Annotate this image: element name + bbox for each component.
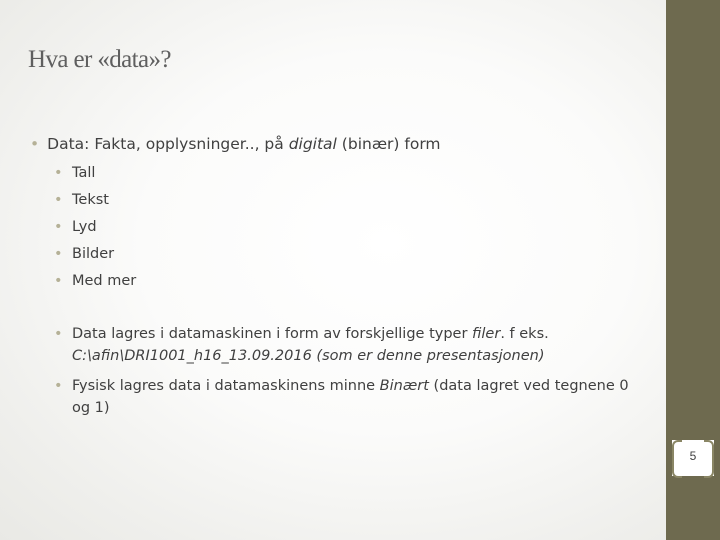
list-item-label: Tekst	[72, 192, 109, 208]
list-item-label: Bilder	[72, 246, 115, 262]
storage-paragraph	[54, 323, 644, 367]
list-item-label: Med mer	[72, 273, 137, 289]
page-number: 5	[689, 449, 697, 463]
binary-paragraph-text	[72, 375, 644, 419]
bullet-icon: •	[30, 135, 40, 153]
bullet-icon: •	[54, 378, 63, 394]
slide-title: Hva er «data»?	[28, 46, 171, 73]
main-bullet-label: Data	[47, 135, 85, 153]
binary-text-after: (data lagret ved tegnene 0 og 1)	[72, 378, 629, 416]
list-item-label: Tall	[72, 165, 96, 181]
binary-emphasis: Binært	[379, 378, 429, 394]
bullet-icon: •	[54, 219, 63, 235]
list-item	[54, 271, 136, 298]
data-types-list	[54, 163, 136, 298]
bullet-icon: •	[54, 273, 63, 289]
storage-text-after: . f eks.	[500, 326, 549, 342]
list-item	[54, 190, 136, 217]
main-bullet-emphasis: digital	[288, 135, 337, 153]
storage-text: Data lagres i datamaskinen i form av forskjellige typer	[72, 326, 473, 342]
bullet-icon: •	[54, 165, 63, 181]
main-bullet	[30, 135, 441, 153]
list-item	[54, 217, 136, 244]
list-item	[54, 244, 136, 271]
file-path: C:\afin\DRI1001_h16_13.09.2016 (som er denne presentasjonen)	[72, 348, 545, 364]
bullet-icon: •	[54, 192, 63, 208]
bullet-icon: •	[54, 246, 63, 262]
storage-emphasis: filer	[472, 326, 501, 342]
list-item	[54, 163, 136, 190]
list-item-label: Lyd	[72, 219, 97, 235]
main-bullet-text-after: (binær) form	[336, 135, 441, 153]
main-bullet-text: : Fakta, opplysninger.., på	[84, 135, 289, 153]
storage-paragraph-text	[72, 323, 644, 367]
binary-paragraph	[54, 375, 644, 419]
bullet-icon: •	[54, 326, 63, 342]
page-number-badge	[672, 440, 714, 476]
binary-text: Fysisk lagres data i datamaskinens minne	[72, 378, 380, 394]
